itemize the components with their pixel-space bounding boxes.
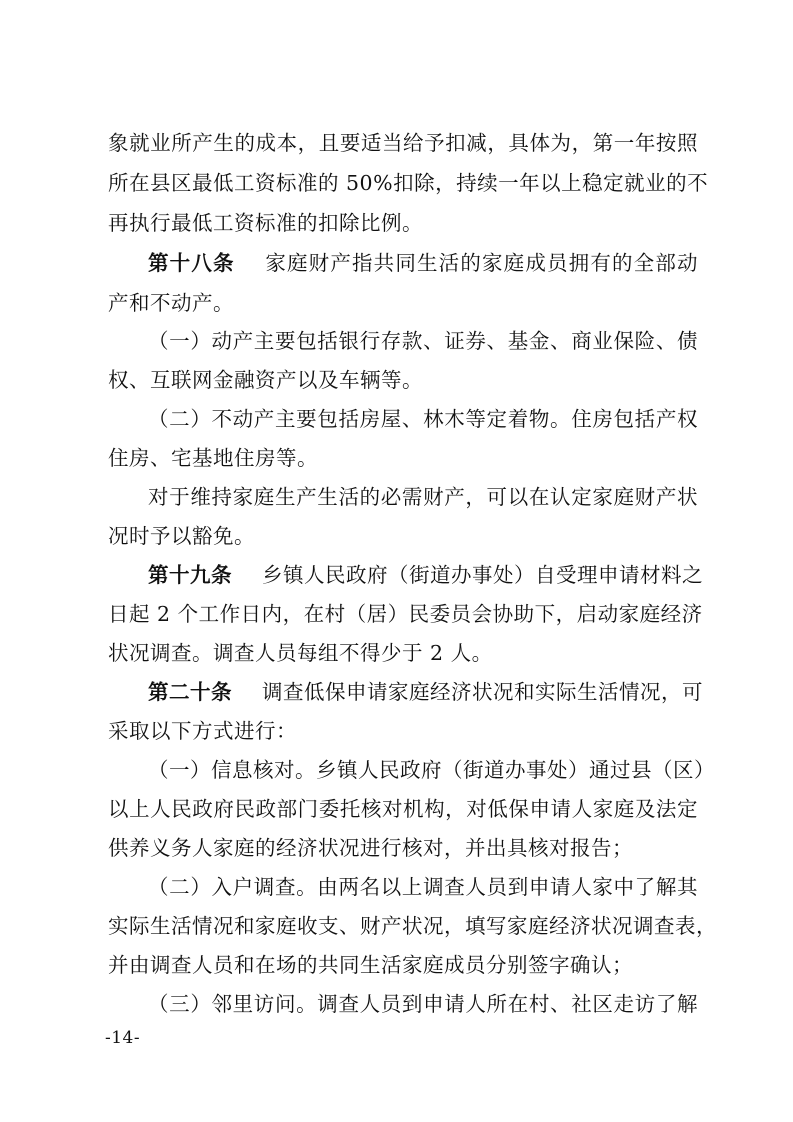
text-line: 所在县区最低工资标准的 50%扣除，持续一年以上稳定就业的不 [108,171,709,195]
text-line: （三）邻里访问。调查人员到申请人所在村、社区走访了解 [148,992,698,1016]
article-20-heading: 第二十条 [148,680,232,704]
text-line: 供养义务人家庭的经济状况进行核对，并出具核对报告； [108,836,633,860]
text-line: （一）动产主要包括银行存款、证券、基金、商业保险、债 [148,329,698,353]
text-line: （二）入户调查。由两名以上调查人员到申请人家中了解其 [148,875,698,899]
article-20-line [148,677,703,707]
text-line: 并由调查人员和在场的共同生活家庭成员分别签字确认； [108,953,633,977]
text-line: 象就业所产生的成本，且要适当给予扣减，具体为，第一年按照 [108,131,698,155]
text-line: 权、互联网金融资产以及车辆等。 [108,368,423,392]
text-line: 况时予以豁免。 [108,524,255,548]
text-line: 住房、宅基地住房等。 [108,446,318,470]
article-19-line [148,560,703,590]
article-18-text: 家庭财产指共同生活的家庭成员拥有的全部动 [264,251,699,275]
text-line: 状况调查。调查人员每组不得少于 2 人。 [108,641,493,665]
text-line: 日起 2 个工作日内，在村（居）民委员会协助下，启动家庭经济 [108,602,703,626]
text-line: 实际生活情况和家庭收支、财产状况，填写家庭经济状况调查表， [108,914,717,938]
article-18-line [148,248,698,278]
text-line: （二）不动产主要包括房屋、林木等定着物。住房包括产权 [148,407,698,431]
text-line: 采取以下方式进行： [108,719,297,743]
page-number: -14- [105,1028,141,1048]
text-line: 产和不动产。 [108,291,234,315]
article-19-heading: 第十九条 [148,563,232,587]
article-20-text: 调查低保申请家庭经济状况和实际生活情况，可 [262,680,703,704]
text-line: （一）信息核对。乡镇人民政府（街道办事处）通过县（区） [148,758,715,782]
text-line: 对于维持家庭生产生活的必需财产，可以在认定家庭财产状 [148,485,698,509]
text-line: 再执行最低工资标准的扣除比例。 [108,211,423,235]
text-line: 以上人民政府民政部门委托核对机构，对低保申请人家庭及法定 [108,797,698,821]
article-18-heading: 第十八条 [148,251,235,275]
article-19-text: 乡镇人民政府（街道办事处）自受理申请材料之 [262,563,703,587]
